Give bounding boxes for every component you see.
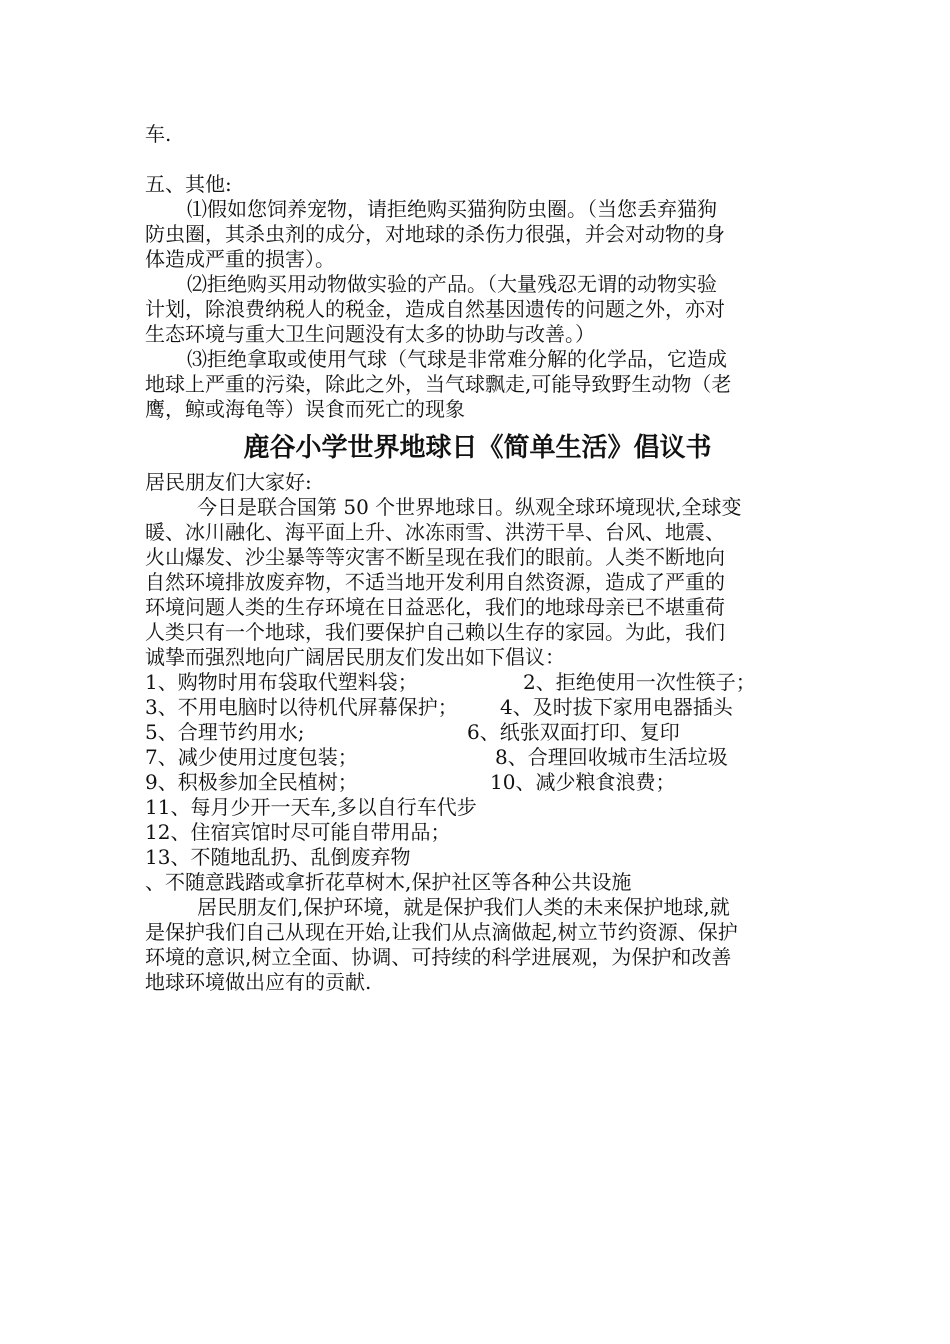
document-page [145, 122, 810, 995]
list-item-pair [145, 770, 810, 795]
list-item: 11、每月少开一天车,多以自行车代步 [145, 795, 477, 819]
continued-line: 车. [145, 122, 172, 146]
paragraph-line: 环境问题人类的生存环境在日益恶化，我们的地球母亲已不堪重荷 [145, 595, 725, 619]
list-item: 13、不随地乱扔、乱倒废弃物 [145, 845, 411, 869]
paragraph-line: 地球上严重的污染，除此之外，当气球飘走,可能导致野生动物（老 [145, 372, 732, 396]
list-item: 、不随意践踏或拿折花草树木,保护社区等各种公共设施 [145, 870, 632, 894]
paragraph-line: 今日是联合国第 50 个世界地球日。纵观全球环境现状,全球变 [197, 495, 742, 519]
paragraph-line: 体造成严重的损害）。 [145, 247, 335, 271]
paragraph-line: 诚挚而强烈地向广阔居民朋友们发出如下倡议： [145, 645, 565, 669]
paragraph-line: 环境的意识,树立全面、协调、可持续的科学进展观，为保护和改善 [145, 945, 732, 969]
list-item: 12、住宿宾馆时尽可能自带用品； [145, 820, 451, 844]
paragraph-line: 计划，除浪费纳税人的税金，造成自然基因遗传的问题之外，亦对 [145, 297, 725, 321]
paragraph-line: ⑵拒绝购买用动物做实验的产品。（大量残忍无谓的动物实验 [187, 272, 717, 296]
paragraph-line: ⑶拒绝拿取或使用气球（气球是非常难分解的化学品，它造成 [187, 347, 727, 371]
paragraph-line: 暖、冰川融化、海平面上升、冰冻雨雪、洪涝干旱、台风、地震、 [145, 520, 725, 544]
list-item: 3、不用电脑时以待机代屏幕保护； [145, 695, 458, 719]
paragraph-line: 自然环境排放废弃物，不适当地开发利用自然资源，造成了严重的 [145, 570, 725, 594]
list-item-pair [145, 670, 810, 695]
list-item: 9、积极参加全民植树； [145, 770, 358, 794]
list-item: 5、合理节约用水; [145, 720, 305, 744]
paragraph-line: 防虫圈，其杀虫剂的成分，对地球的杀伤力很强，并会对动物的身 [145, 222, 725, 246]
paragraph-line: 居民朋友们,保护环境，就是保护我们人类的未来保护地球,就 [197, 895, 730, 919]
paragraph-line: 生态环境与重大卫生问题没有太多的协助与改善。） [145, 322, 595, 346]
list-item-pair [145, 720, 810, 745]
list-item: 2、拒绝使用一次性筷子； [523, 670, 756, 694]
paragraph-line: 地球环境做出应有的贡献. [145, 970, 372, 994]
list-item: 10、减少粮食浪费； [490, 770, 676, 794]
list-item: 6、纸张双面打印、复印 [467, 720, 680, 744]
paragraph-line: 火山爆发、沙尘暴等等灾害不断呈现在我们的眼前。人类不断地向 [145, 545, 725, 569]
paragraph-line: 是保护我们自己从现在开始,让我们从点滴做起,树立节约资源、保护 [145, 920, 738, 944]
paragraph-line: ⑴假如您饲养宠物，请拒绝购买猫狗防虫圈。（当您丢弃猫狗 [187, 197, 717, 221]
paragraph-line: 鹰，鲸或海龟等）误食而死亡的现象 [145, 397, 465, 421]
blank-line [145, 147, 810, 172]
list-item: 7、减少使用过度包装； [145, 745, 358, 769]
section-heading: 五、其他: [145, 172, 232, 196]
list-item-pair [145, 745, 810, 770]
list-item: 8、合理回收城市生活垃圾 [495, 745, 728, 769]
document-title: 鹿谷小学世界地球日《简单生活》倡议书 [243, 433, 712, 463]
paragraph-line: 人类只有一个地球，我们要保护自己赖以生存的家园。为此，我们 [145, 620, 725, 644]
list-item: 4、及时拔下家用电器插头 [500, 695, 733, 719]
list-item-pair [145, 695, 810, 720]
list-item: 1、购物时用布袋取代塑料袋； [145, 670, 418, 694]
greeting: 居民朋友们大家好: [145, 470, 312, 494]
